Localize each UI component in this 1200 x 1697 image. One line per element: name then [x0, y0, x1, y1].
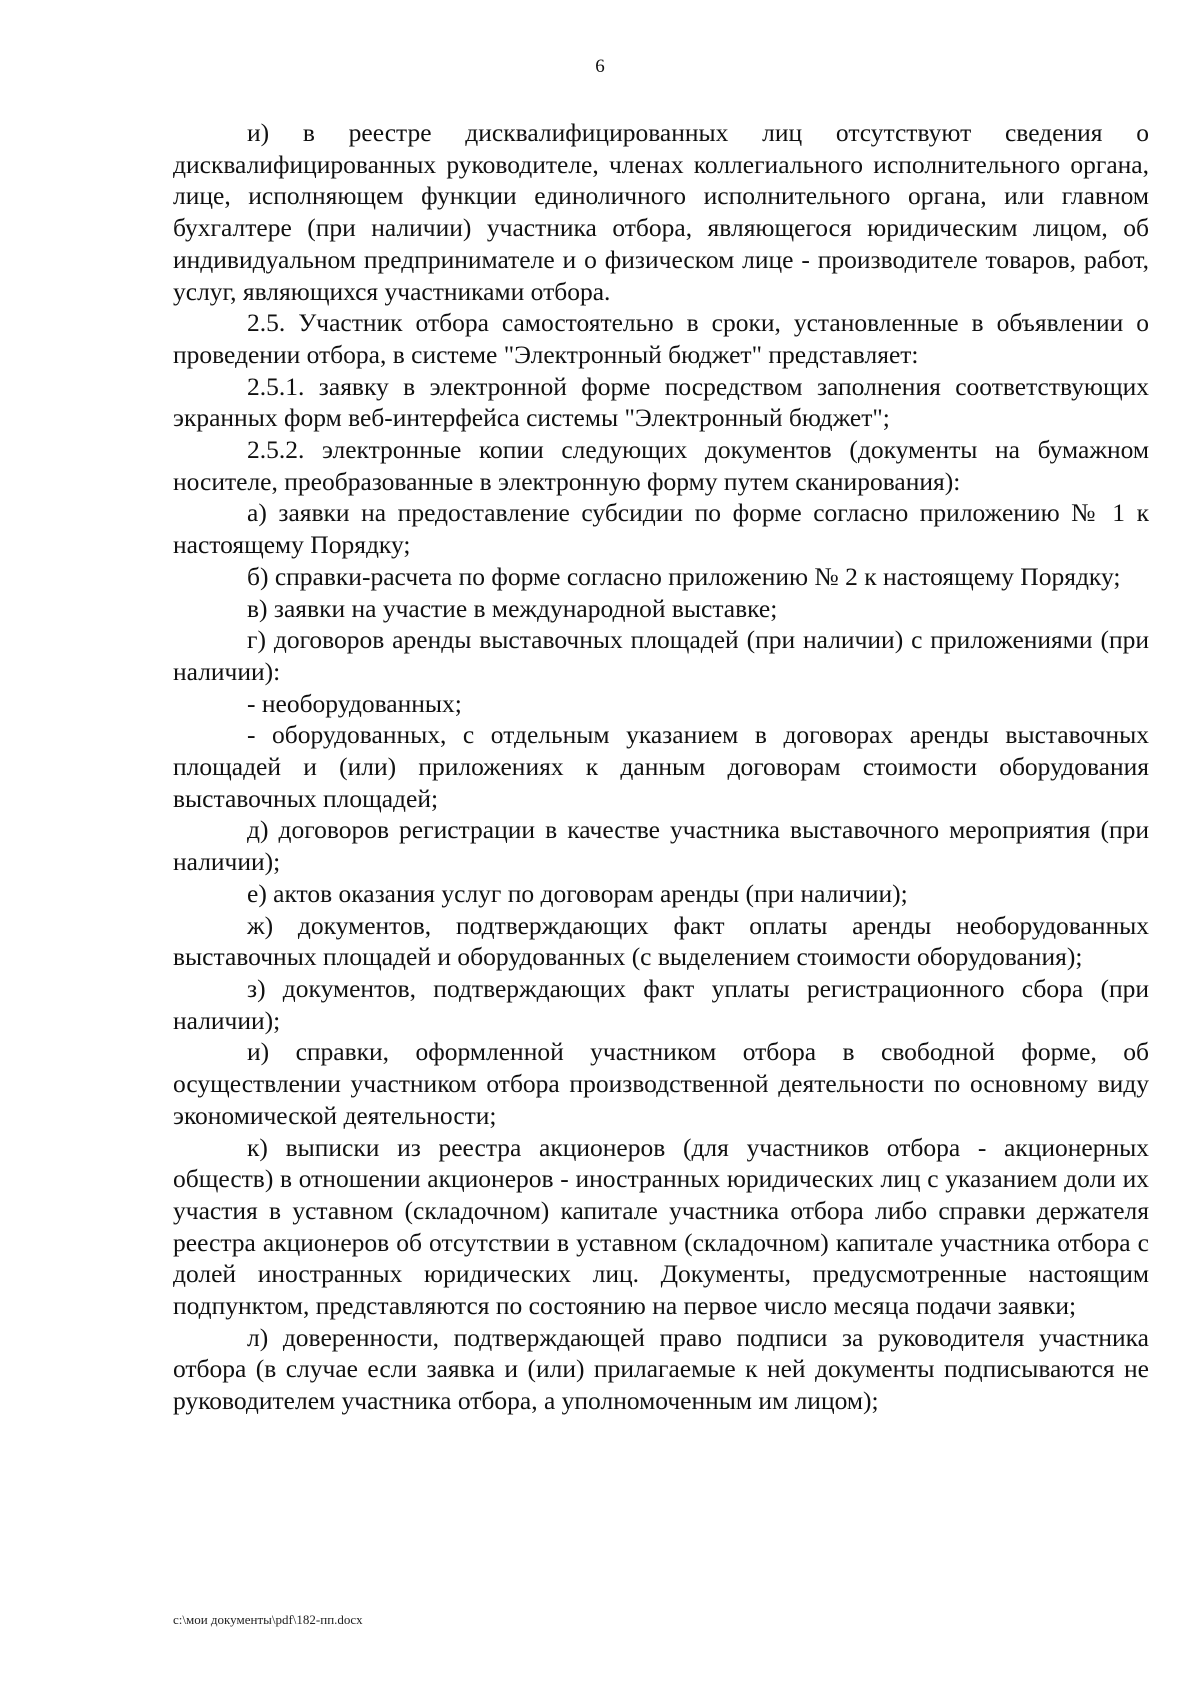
- paragraph-2-5: 2.5. Участник отбора самостоятельно в сроки, установленные в объявлении о проведении отбора, в системе "Электронный бюджет" представляет:: [173, 308, 1149, 369]
- paragraph-2-5-1: 2.5.1. заявку в электронной форме посредством заполнения соответствующих экранных форм веб-интерфейса системы "Электронный бюджет";: [173, 371, 1149, 433]
- list-subitem-unequipped: - необорудованных;: [247, 688, 462, 718]
- list-item-b: б) справки-расчета по форме согласно приложению № 2 к настоящему Порядку;: [247, 561, 1121, 591]
- list-item-z: з) документов, подтверждающих факт уплаты регистрационного сбора (при наличии);: [173, 973, 1149, 1035]
- list-item-v: в) заявки на участие в международной выставке;: [247, 593, 778, 623]
- list-subitem-equipped: - оборудованных, с отдельным указанием в договорах аренды выставочных площадей и (или) приложениях к данным договорам стоимости оборудования выставочных площадей;: [173, 720, 1149, 813]
- list-item-i: и) справки, оформленной участником отбора в свободной форме, об осуществлении участником отбора производственной деятельности по основному виду экономической деятельности;: [173, 1037, 1149, 1130]
- list-item-g: г) договоров аренды выставочных площадей (при наличии) с приложениями (при наличии):: [173, 625, 1149, 686]
- list-item-d: д) договоров регистрации в качестве участника выставочного мероприятия (при наличии);: [173, 815, 1149, 877]
- page-number: 6: [595, 56, 605, 77]
- document-body: [173, 117, 1149, 1417]
- list-item-zh: ж) документов, подтверждающих факт оплаты аренды необорудованных выставочных площадей и оборудованных (с выделением стоимости оборудования);: [173, 910, 1149, 972]
- paragraph-2-5-2: 2.5.2. электронные копии следующих документов (документы на бумажном носителе, преобразованные в электронную форму путем сканирования):: [173, 435, 1149, 496]
- paragraph-2-4-i: и) в реестре дисквалифицированных лиц отсутствуют сведения о дисквалифицированных руководителе, членах коллегиального исполнительного органа, лице, исполняющем функции единоличного исполнительного органа, или главном бухгалтере (при наличии) участника отбора, являющегося юридическим лицом, об индивидуальном предпринимателе и о физическом лице - производителе товаров, работ, услуг, являющихся участниками отбора.: [173, 118, 1149, 306]
- list-item-a: а) заявки на предоставление субсидии по форме согласно приложению № 1 к настоящему Порядку;: [173, 498, 1149, 560]
- list-item-k: к) выписки из реестра акционеров (для участников отбора - акционерных обществ) в отношении акционеров - иностранных юридических лиц с указанием доли их участия в уставном (складочном) капитале участника отбора либо справки держателя реестра акционеров об отсутствии в уставном (складочном) капитале участника отбора с долей иностранных юридических лиц. Документы, предусмотренные настоящим подпунктом, представляются по состоянию на первое число месяца подачи заявки;: [173, 1132, 1149, 1321]
- footer-file-path: c:\мои документы\pdf\182-пп.docx: [173, 1612, 363, 1627]
- list-item-e: е) актов оказания услуг по договорам аренды (при наличии);: [247, 878, 908, 908]
- list-item-l: л) доверенности, подтверждающей право подписи за руководителя участника отбора (в случае если заявка и (или) прилагаемые к ней документы подписываются не руководителем участника отбора, а уполномоченным им лицом);: [173, 1322, 1149, 1416]
